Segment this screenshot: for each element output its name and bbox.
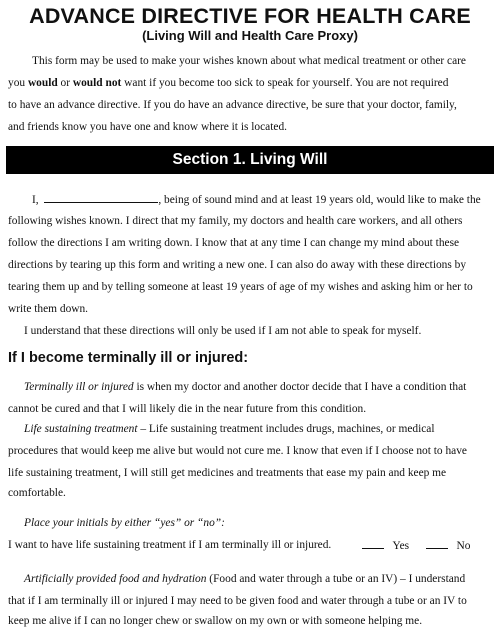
definition-text: (Food and water through a tube or an IV) – I understand	[206, 573, 466, 585]
term-terminally-ill: Terminally ill or injured	[24, 381, 134, 393]
life-sustaining-line-3: life sustaining treatment, I will still get medicines and treatments that ease my pain and keep me	[8, 467, 447, 479]
section-1-header: Section 1. Living Will	[6, 146, 494, 174]
name-blank-field[interactable]	[44, 192, 158, 203]
intro-line-3: to have an advance directive. If you do have an advance directive, be sure that your doctor, family,	[8, 99, 457, 111]
intro-text: or	[57, 77, 73, 89]
no-option[interactable]	[426, 538, 470, 553]
document-title: ADVANCE DIRECTIVE FOR HEALTH CARE	[29, 4, 471, 28]
living-will-line-2: following wishes known. I direct that my family, my doctors and health care workers, and all others	[8, 215, 463, 227]
terminal-definition-line-1	[24, 380, 466, 394]
yes-label: Yes	[392, 540, 410, 552]
living-will-line-4: directions by tearing up this form and writing a new one. I can also do away with these directions by	[8, 259, 467, 271]
life-sustaining-line-4: comfortable.	[8, 487, 66, 499]
living-will-line-3: follow the directions I am writing down. I know that at any time I can change my mind about these	[8, 237, 460, 249]
intro-would: would	[27, 77, 58, 89]
intro-line-4: and friends know you have one and know where it is located.	[8, 121, 287, 133]
intro-text: you	[8, 77, 28, 89]
living-will-text: , being of sound mind and at least 19 years old, would like to make the	[158, 194, 481, 206]
living-will-understanding: I understand that these directions will only be used if I am not able to speak for myself.	[24, 325, 422, 337]
term-life-sustaining: Life sustaining treatment	[24, 423, 138, 435]
definition-text: – Life sustaining treatment includes drugs, machines, or medical	[137, 423, 435, 435]
life-sustaining-line-2: procedures that would keep me alive but would not cure me. I know that even if I choose not to have	[8, 445, 467, 457]
living-will-text: I,	[32, 194, 39, 206]
terminal-definition-line-2: cannot be cured and that I will likely die in the near future from this condition.	[8, 403, 367, 415]
terminal-heading: If I become terminally ill or injured:	[8, 350, 249, 366]
no-label: No	[456, 540, 471, 552]
intro-line-1: This form may be used to make your wishes known about what medical treatment or other care	[32, 55, 466, 67]
initials-instruction: Place your initials by either “yes” or “no”:	[24, 517, 225, 529]
yes-option[interactable]	[362, 538, 409, 553]
artificial-food-line-3: keep me alive if I can no longer chew or swallow on my own or with someone helping me.	[8, 615, 423, 627]
living-will-line-1	[32, 192, 481, 207]
artificial-food-line-1	[24, 572, 465, 586]
artificial-food-line-2: that if I am terminally ill or injured I may need to be given food and water through a tube or an IV to	[8, 595, 467, 607]
definition-text: is when my doctor and another doctor decide that I have a condition that	[133, 381, 467, 393]
term-artificial-food: Artificially provided food and hydration	[24, 573, 207, 585]
living-will-line-5: tearing them up and by telling someone at least 19 years of age of my wishes and asking him or her to	[8, 281, 473, 293]
living-will-line-6: write them down.	[8, 303, 89, 315]
intro-line-2	[8, 76, 448, 90]
no-initials-blank[interactable]	[426, 538, 448, 549]
intro-would-not: would not	[72, 77, 122, 89]
document-subtitle: (Living Will and Health Care Proxy)	[142, 28, 358, 43]
yes-initials-blank[interactable]	[362, 538, 384, 549]
life-sustaining-question: I want to have life sustaining treatment if I am terminally ill or injured.	[8, 539, 332, 551]
intro-text: want if you become too sick to speak for yourself. You are not required	[121, 77, 449, 89]
life-sustaining-line-1	[24, 422, 435, 436]
